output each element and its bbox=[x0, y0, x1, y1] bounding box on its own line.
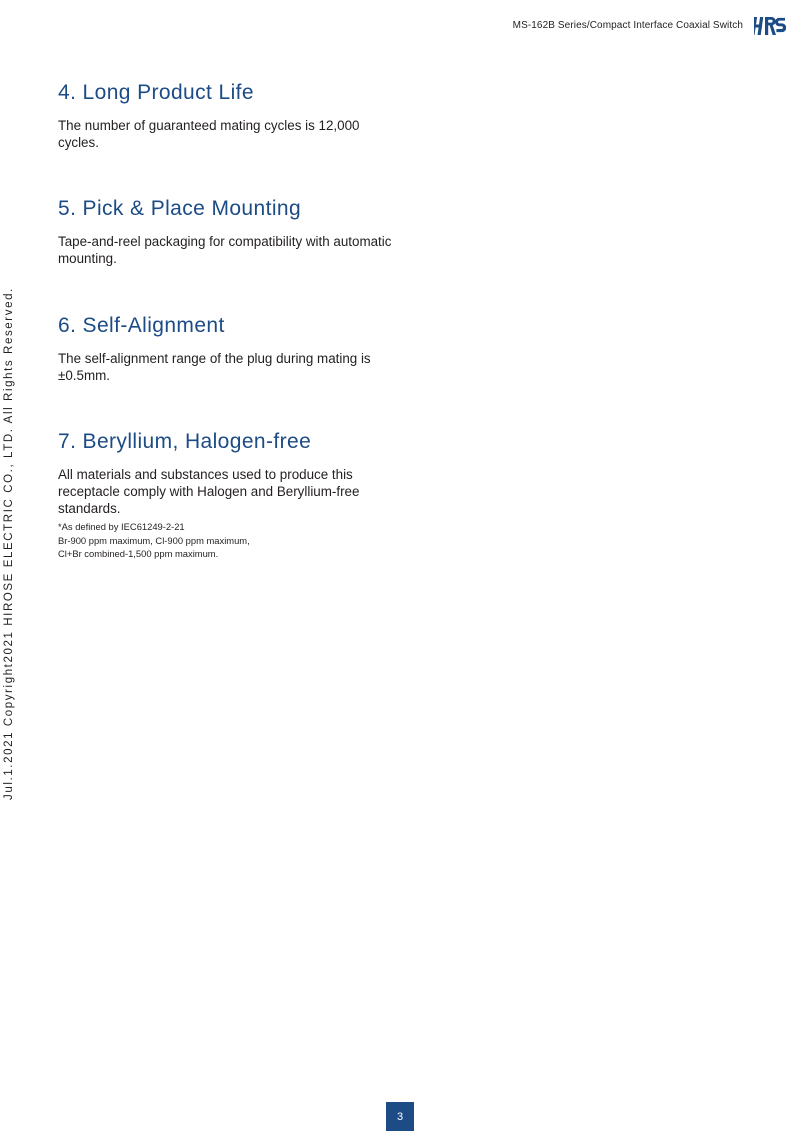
footnote-line: Cl+Br combined-1,500 ppm maximum. bbox=[58, 548, 219, 559]
section-heading: 7. Beryllium, Halogen-free bbox=[58, 430, 312, 453]
footnotes bbox=[58, 520, 383, 561]
hrs-logo-icon bbox=[754, 16, 786, 36]
section-body: Tape-and-reel packaging for compatibility with automatic mounting. bbox=[58, 234, 392, 266]
copyright-notice: Jul.1.2021 Copyright2021 HIROSE ELECTRIC CO., LTD. All Rights Reserved. bbox=[3, 287, 15, 800]
section-body: The self-alignment range of the plug during mating is ±0.5mm. bbox=[58, 351, 371, 383]
section-pick-and-place bbox=[58, 197, 398, 267]
footnote-line: Br-900 ppm maximum, Cl-900 ppm maximum, bbox=[58, 534, 250, 546]
page-number: 3 bbox=[386, 1102, 414, 1131]
section-heading: 5. Pick & Place Mounting bbox=[58, 197, 302, 220]
section-self-alignment bbox=[58, 314, 398, 384]
section-beryllium-halogen-free bbox=[58, 430, 383, 561]
section-heading: 6. Self-Alignment bbox=[58, 314, 225, 337]
section-body: All materials and substances used to produce this receptacle comply with Halogen and Beryllium-free standards. bbox=[58, 467, 360, 516]
section-heading: 4. Long Product Life bbox=[58, 81, 254, 104]
document-header-title: MS-162B Series/Compact Interface Coaxial Switch bbox=[512, 20, 743, 31]
section-body: The number of guaranteed mating cycles is 12,000 cycles. bbox=[58, 118, 360, 150]
section-long-product-life bbox=[58, 81, 398, 151]
footnote-line: *As defined by IEC61249-2-21 bbox=[58, 521, 185, 532]
